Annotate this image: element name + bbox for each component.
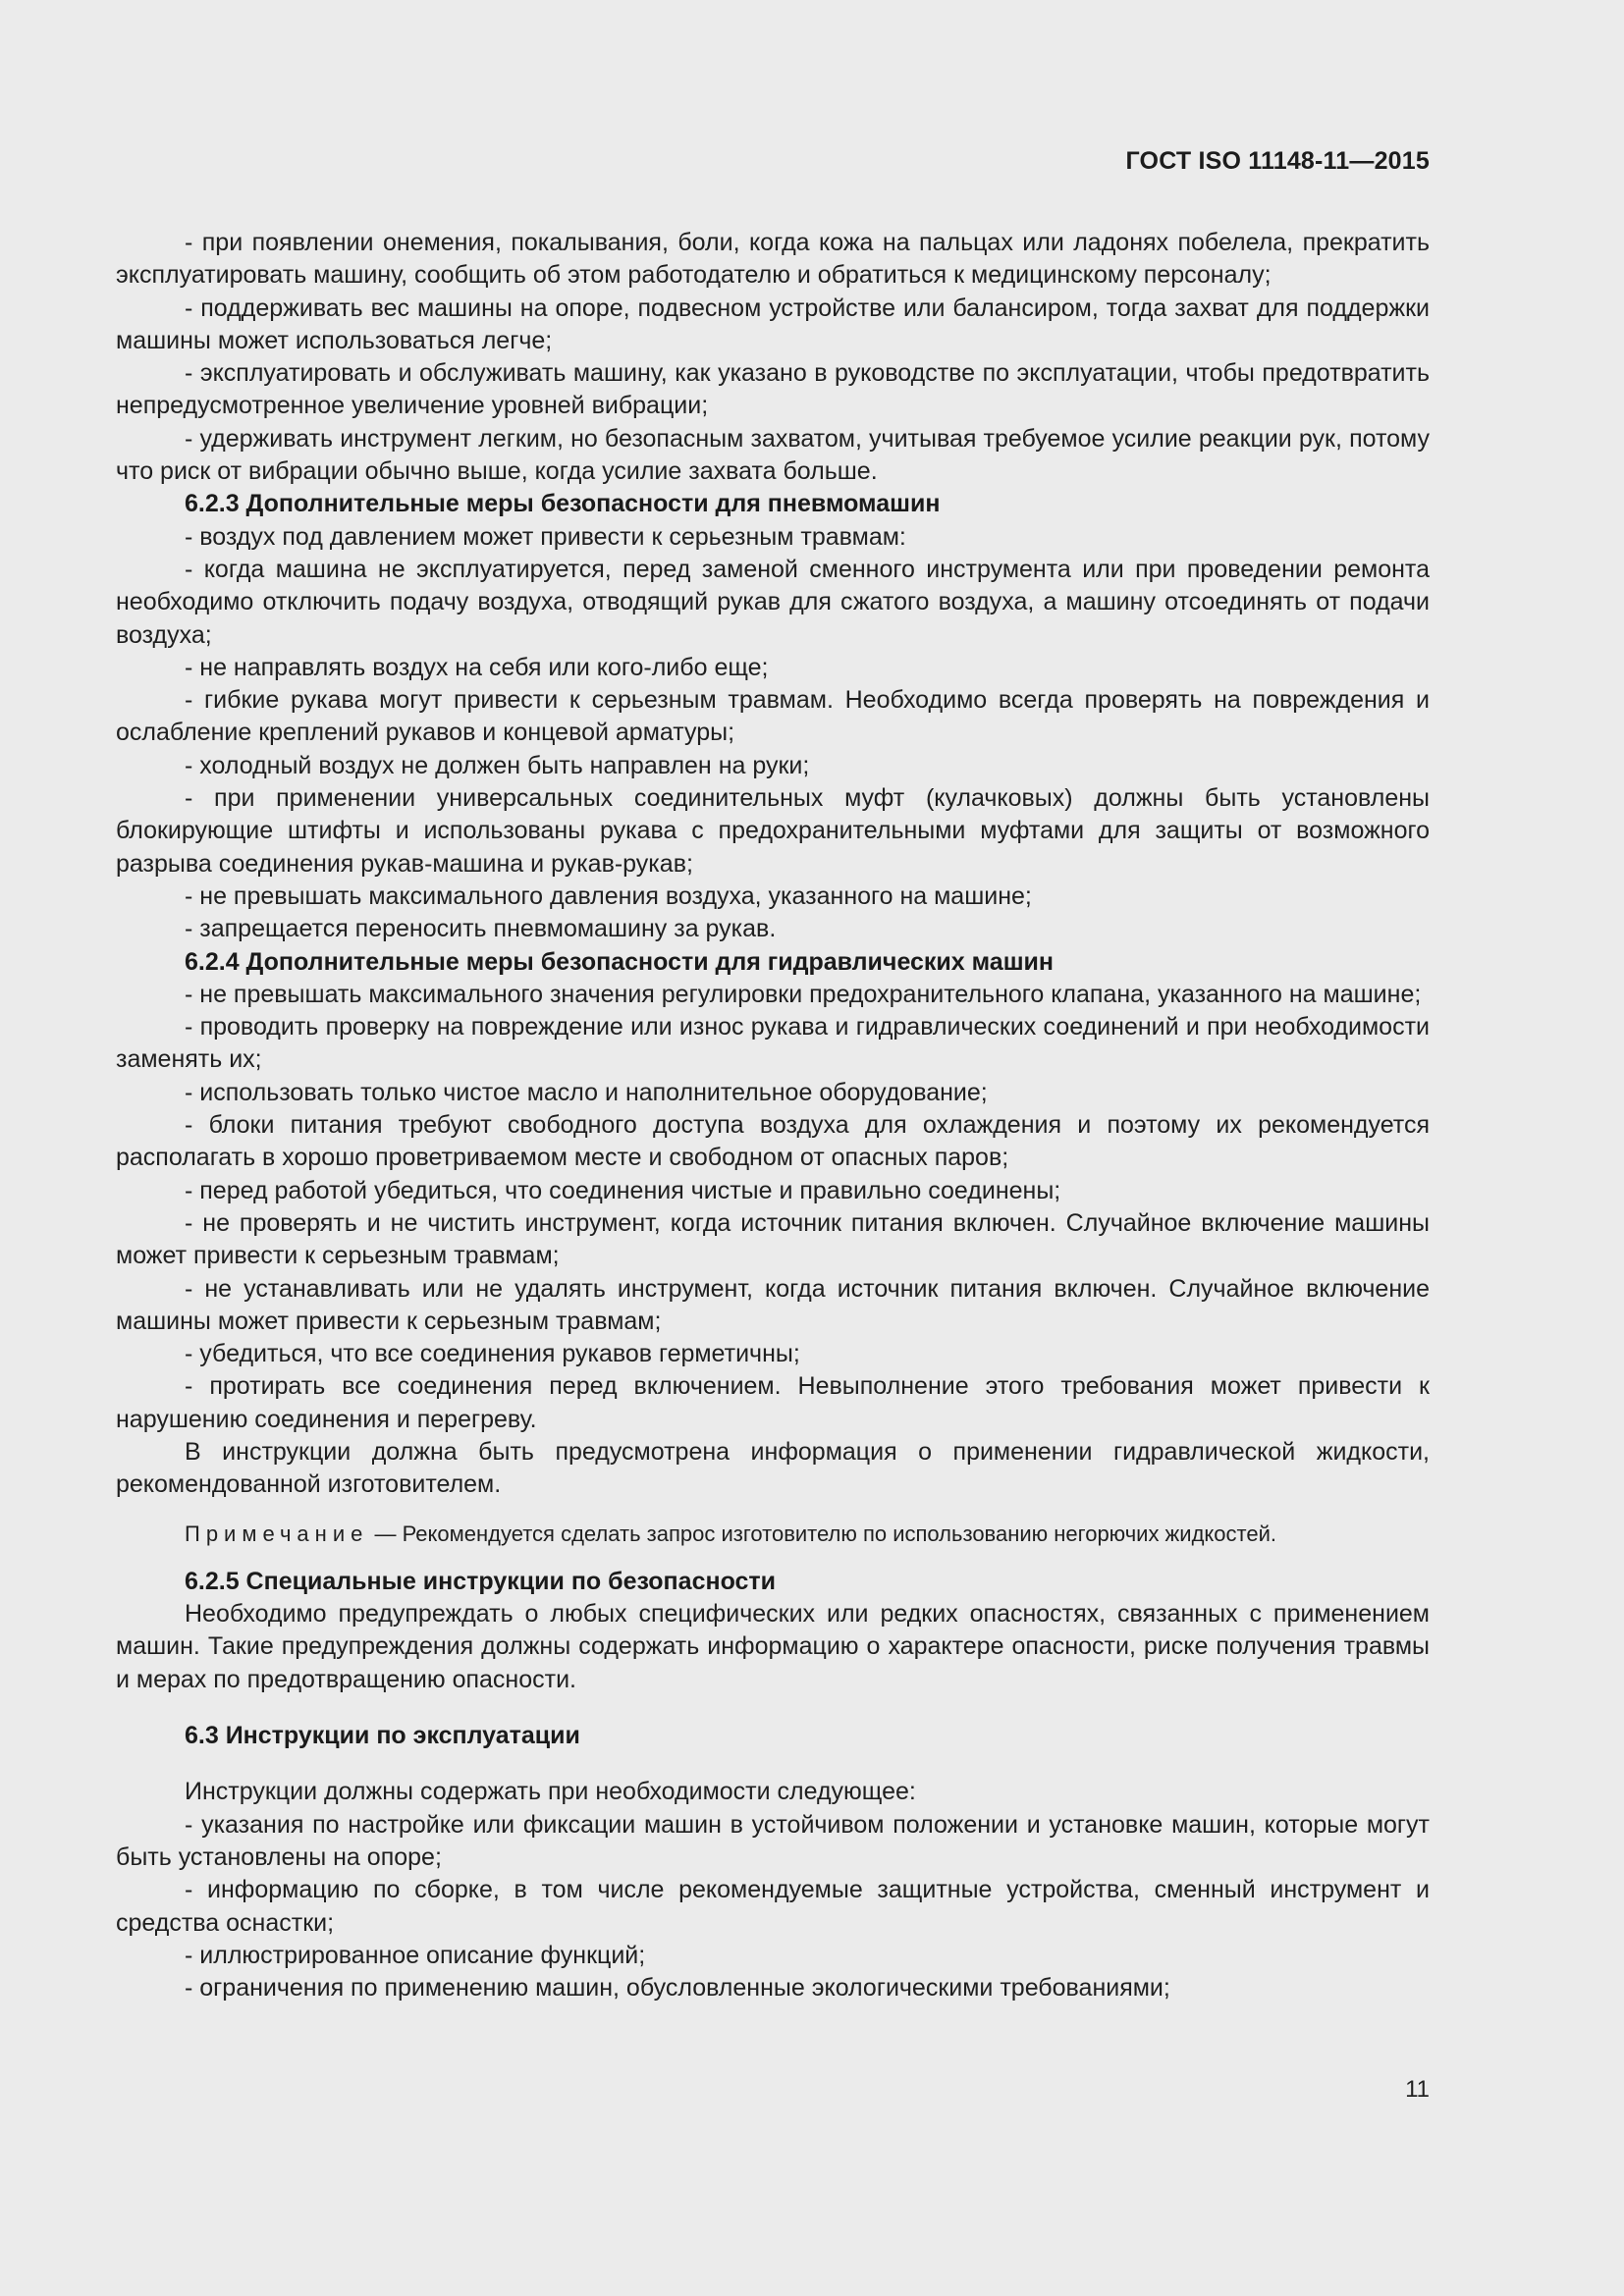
list-item: - блоки питания требуют свободного доступа воздуха для охлаждения и поэтому их рекомендуется располагать в хорошо проветриваемом месте и свободном от опасных паров; [116,1111,1430,1172]
list-item: - при применении универсальных соединительных муфт (кулачковых) должны быть установлены блокирующие штифты и использованы рукава с предохранительными муфтами для защиты от возможного разрыва соединения рукав-машина и рукав-рукав; [116,784,1430,878]
list-item: - указания по настройке или фиксации машин в устойчивом положении и установке машин, которые могут быть установлены на опоре; [116,1810,1430,1871]
section-heading-6-2-5: 6.2.5 Специальные инструкции по безопасности [185,1567,777,1595]
list-item: - при появлении онемения, покалывания, боли, когда кожа на пальцах или ладонях побелела, прекратить эксплуатировать машину, сообщить об этом работодателю и обратиться к медицинскому персоналу; [116,229,1430,290]
note-text: — Рекомендуется сделать запрос изготовителю по использованию негорючих жидкостей. [368,1521,1276,1546]
paragraph: Необходимо предупреждать о любых специфических или редких опасностях, связанных с применением машин. Такие предупреждения должны содержать информацию о характере опасности, риске получения травмы и мерах по предотвращению опасности. [116,1600,1430,1693]
note-label: Примечание [185,1521,369,1546]
list-item: - ограничения по применению машин, обусловленные экологическими требованиями; [185,1974,1170,2002]
list-item: - не превышать максимального давления воздуха, указанного на машине; [185,881,1032,910]
paragraph: В инструкции должна быть предусмотрена информация о применении гидравлической жидкости, рекомендованной изготовителем. [116,1437,1430,1499]
list-item: - протирать все соединения перед включением. Невыполнение этого требования может привести к нарушению соединения и перегреву. [116,1372,1430,1433]
list-item: - использовать только чистое масло и наполнительное оборудование; [185,1078,988,1106]
paragraph: Инструкции должны содержать при необходимости следующее: [185,1778,916,1806]
list-item: - не превышать максимального значения регулировки предохранительного клапана, указанного на машине; [185,980,1422,1008]
list-item: - не устанавливать или не удалять инструмент, когда источник питания включен. Случайное включение машины может привести к серьезным травмам; [116,1274,1430,1335]
list-item: - воздух под давлением может привести к серьезным травмам: [185,522,906,551]
note [116,1518,1430,1550]
page-number: 11 [1405,2076,1430,2103]
list-item: - не проверять и не чистить инструмент, когда источник питания включен. Случайное включение машины может привести к серьезным травмам; [116,1208,1430,1270]
list-item: - перед работой убедиться, что соединения чистые и правильно соединены; [185,1176,1061,1204]
section-heading-6-3: 6.3 Инструкции по эксплуатации [185,1722,580,1750]
list-item: - проводить проверку на повреждение или износ рукава и гидравлических соединений и при необходимости заменять их; [116,1013,1430,1074]
list-item: - не направлять воздух на себя или кого-либо еще; [185,653,769,681]
list-item: - информацию по сборке, в том числе рекомендуемые защитные устройства, сменный инструмент и средства оснастки; [116,1876,1430,1937]
standard-header: ГОСТ ISO 11148-11—2015 [1125,147,1430,175]
list-item: - иллюстрированное описание функций; [185,1941,646,1969]
section-heading-6-2-4: 6.2.4 Дополнительные меры безопасности для гидравлических машин [185,947,1055,976]
list-item: - поддерживать вес машины на опоре, подвесном устройстве или балансиром, тогда захват для поддержки машины может использоваться легче; [116,294,1430,354]
section-heading-6-2-3: 6.2.3 Дополнительные меры безопасности для пневмомашин [185,490,941,518]
list-item: - эксплуатировать и обслуживать машину, как указано в руководстве по эксплуатации, чтобы предотвратить непредусмотренное увеличение уровней вибрации; [116,359,1430,420]
list-item: - холодный воздух не должен быть направлен на руки; [185,751,810,779]
list-item: - гибкие рукава могут привести к серьезным травмам. Необходимо всегда проверять на повреждения и ослабление креплений рукавов и концевой арматуры; [116,686,1430,747]
list-item: - удерживать инструмент легким, но безопасным захватом, учитывая требуемое усилие реакции рук, потому что риск от вибрации обычно выше, когда усилие захвата больше. [116,424,1430,486]
list-item: - когда машина не эксплуатируется, перед заменой сменного инструмента или при проведении ремонта необходимо отключить подачу воздуха, отводящий рукав для сжатого воздуха, а машину отсоединять от подачи воздуха; [116,555,1430,649]
list-item: - убедиться, что все соединения рукавов герметичны; [185,1340,800,1368]
page-body [116,227,1430,2004]
list-item: - запрещается переносить пневмомашину за рукав. [185,915,777,943]
